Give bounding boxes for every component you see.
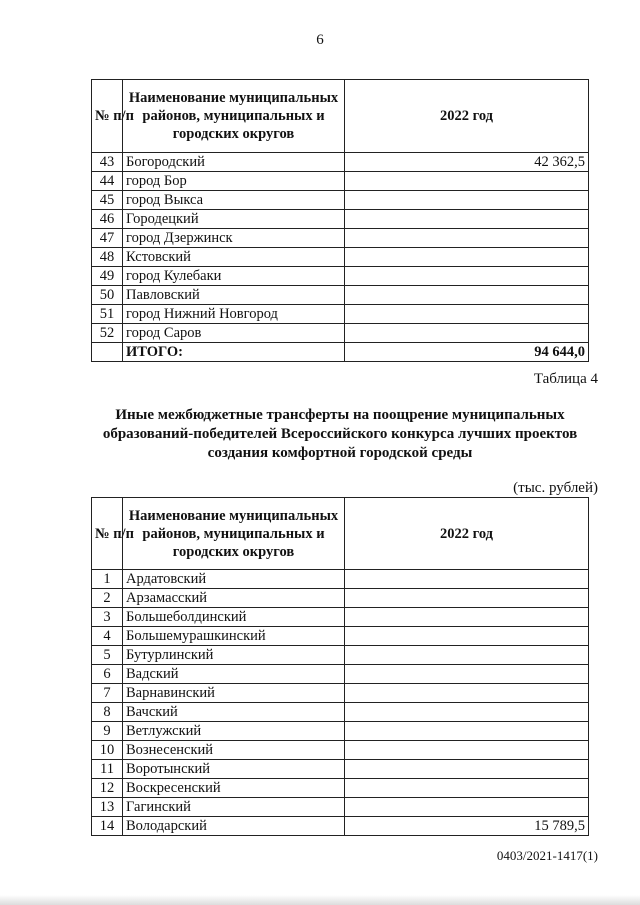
municipality-name: город Саров xyxy=(123,324,345,343)
municipality-name: Гагинский xyxy=(123,798,345,817)
table-row xyxy=(92,684,589,703)
municipality-name: Павловский xyxy=(123,286,345,305)
table-row xyxy=(92,191,589,210)
transfers-table-4 xyxy=(91,497,589,836)
year-value xyxy=(345,589,589,608)
year-value xyxy=(345,570,589,589)
total-label: ИТОГО: xyxy=(123,343,345,362)
row-number: 51 xyxy=(92,305,123,324)
municipality-name: Воскресенский xyxy=(123,779,345,798)
row-number: 11 xyxy=(92,760,123,779)
table-row xyxy=(92,324,589,343)
row-number: 13 xyxy=(92,798,123,817)
scan-edge xyxy=(0,895,640,905)
municipality-name: Большеболдинский xyxy=(123,608,345,627)
municipality-name: город Дзержинск xyxy=(123,229,345,248)
municipality-name: Большемурашкинский xyxy=(123,627,345,646)
table-caption: Таблица 4 xyxy=(533,371,598,387)
units-label: (тыс. рублей) xyxy=(513,480,598,496)
municipality-name: Арзамасский xyxy=(123,589,345,608)
table-row xyxy=(92,798,589,817)
row-number: 10 xyxy=(92,741,123,760)
table-row xyxy=(92,665,589,684)
table-row xyxy=(92,229,589,248)
year-value xyxy=(345,267,589,286)
table-row xyxy=(92,760,589,779)
row-number: 1 xyxy=(92,570,123,589)
table-row xyxy=(92,627,589,646)
municipality-name: город Бор xyxy=(123,172,345,191)
row-number: 44 xyxy=(92,172,123,191)
municipality-name: Кстовский xyxy=(123,248,345,267)
year-value: 42 362,5 xyxy=(345,153,589,172)
year-value xyxy=(345,703,589,722)
row-number: 4 xyxy=(92,627,123,646)
municipality-name: Городецкий xyxy=(123,210,345,229)
row-number: 45 xyxy=(92,191,123,210)
row-number: 52 xyxy=(92,324,123,343)
row-number: 49 xyxy=(92,267,123,286)
municipality-name: Богородский xyxy=(123,153,345,172)
table-row xyxy=(92,570,589,589)
row-number: 6 xyxy=(92,665,123,684)
row-number: 12 xyxy=(92,779,123,798)
municipality-name: Бутурлинский xyxy=(123,646,345,665)
row-number: 9 xyxy=(92,722,123,741)
row-number: 7 xyxy=(92,684,123,703)
row-number: 5 xyxy=(92,646,123,665)
municipality-name: город Нижний Новгород xyxy=(123,305,345,324)
table-header-row xyxy=(92,498,589,570)
year-value xyxy=(345,324,589,343)
total-row xyxy=(92,343,589,362)
row-number: 47 xyxy=(92,229,123,248)
municipality-name: Володарский xyxy=(123,817,345,836)
table-row xyxy=(92,779,589,798)
table-row xyxy=(92,608,589,627)
municipality-name: Ветлужский xyxy=(123,722,345,741)
year-value xyxy=(345,779,589,798)
table-row xyxy=(92,267,589,286)
table-row xyxy=(92,210,589,229)
municipality-name: Вознесенский xyxy=(123,741,345,760)
year-value xyxy=(345,798,589,817)
row-number: 8 xyxy=(92,703,123,722)
table-row xyxy=(92,817,589,836)
total-num-cell xyxy=(92,343,123,362)
year-value xyxy=(345,248,589,267)
municipality-name: город Выкса xyxy=(123,191,345,210)
header-num: № п/п xyxy=(92,498,123,570)
header-year: 2022 год xyxy=(345,80,589,153)
header-name: Наименование муниципальных районов, муниципальных и городских округов xyxy=(123,80,345,153)
page-number: 6 xyxy=(316,32,324,48)
table-row xyxy=(92,153,589,172)
row-number: 3 xyxy=(92,608,123,627)
row-number: 14 xyxy=(92,817,123,836)
year-value xyxy=(345,627,589,646)
document-code: 0403/2021-1417(1) xyxy=(496,848,598,863)
year-value xyxy=(345,305,589,324)
row-number: 46 xyxy=(92,210,123,229)
municipality-name: город Кулебаки xyxy=(123,267,345,286)
row-number: 2 xyxy=(92,589,123,608)
table-row xyxy=(92,703,589,722)
year-value xyxy=(345,210,589,229)
row-number: 50 xyxy=(92,286,123,305)
table-row xyxy=(92,646,589,665)
year-value xyxy=(345,229,589,248)
table-row xyxy=(92,722,589,741)
header-num: № п/п xyxy=(92,80,123,153)
row-number: 43 xyxy=(92,153,123,172)
table-row xyxy=(92,589,589,608)
year-value xyxy=(345,646,589,665)
table-row xyxy=(92,741,589,760)
year-value xyxy=(345,608,589,627)
municipality-name: Варнавинский xyxy=(123,684,345,703)
table-row xyxy=(92,305,589,324)
year-value: 15 789,5 xyxy=(345,817,589,836)
year-value xyxy=(345,665,589,684)
year-value xyxy=(345,286,589,305)
municipality-name: Вачский xyxy=(123,703,345,722)
year-value xyxy=(345,741,589,760)
municipality-name: Ардатовский xyxy=(123,570,345,589)
municipality-name: Вадский xyxy=(123,665,345,684)
year-value xyxy=(345,684,589,703)
table-row xyxy=(92,286,589,305)
year-value xyxy=(345,172,589,191)
header-year: 2022 год xyxy=(345,498,589,570)
header-name: Наименование муниципальных районов, муниципальных и городских округов xyxy=(123,498,345,570)
municipality-name: Воротынский xyxy=(123,760,345,779)
table-title: Иные межбюджетные трансферты на поощрение муниципальных образований-победителей Всероссийского конкурса лучших проектов создания комфортной городской среды xyxy=(102,407,578,461)
table-row xyxy=(92,172,589,191)
total-value: 94 644,0 xyxy=(345,343,589,362)
table-row xyxy=(92,248,589,267)
year-value xyxy=(345,191,589,210)
year-value xyxy=(345,722,589,741)
table-header-row xyxy=(92,80,589,153)
transfers-table-continued xyxy=(91,79,589,362)
year-value xyxy=(345,760,589,779)
row-number: 48 xyxy=(92,248,123,267)
